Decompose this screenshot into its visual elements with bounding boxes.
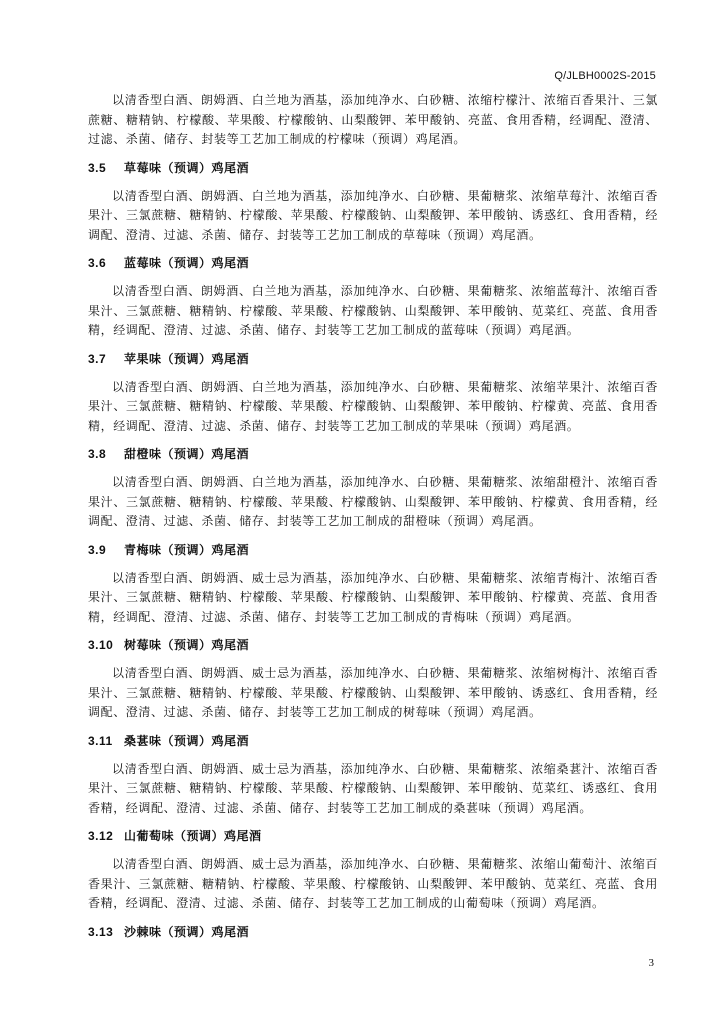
section-number: 3.13 bbox=[88, 924, 114, 939]
section-number: 3.11 bbox=[88, 733, 113, 748]
section-title: 蓝莓味（预调）鸡尾酒 bbox=[124, 256, 250, 270]
section-heading-3-12 bbox=[88, 827, 658, 846]
section-paragraph-3-5: 以清香型白酒、朗姆酒、白兰地为酒基，添加纯净水、白砂糖、果葡糖浆、浓缩草莓汁、浓缩百香果汁、三氯蔗糖、糖精钠、柠檬酸、苹果酸、柠檬酸钠、山梨酸钾、苯甲酸钠、诱惑红、食用香精，经调配、澄清、过滤、杀菌、储存、封装等工艺加工制成的草莓味（预调）鸡尾酒。 bbox=[88, 188, 658, 242]
section-heading-3-13 bbox=[88, 923, 658, 942]
document-body bbox=[88, 91, 658, 951]
intro-paragraph: 以清香型白酒、朗姆酒、白兰地为酒基，添加纯净水、白砂糖、浓缩柠檬汁、浓缩百香果汁、三氯蔗糖、糖精钠、柠檬酸、苹果酸、柠檬酸钠、山梨酸钾、苯甲酸钠、亮蓝、食用香精，经调配、澄清、过滤、杀菌、储存、封装等工艺加工制成的柠檬味（预调）鸡尾酒。 bbox=[88, 93, 658, 146]
section-heading-3-11 bbox=[88, 732, 658, 751]
section-title: 苹果味（预调）鸡尾酒 bbox=[124, 351, 250, 366]
section-heading-3-5 bbox=[88, 159, 658, 178]
section-heading-3-7 bbox=[88, 350, 658, 369]
section-title: 草莓味（预调）鸡尾酒 bbox=[124, 160, 250, 175]
section-paragraph-3-6: 以清香型白酒、朗姆酒、白兰地为酒基，添加纯净水、白砂糖、果葡糖浆、浓缩蓝莓汁、浓缩百香果汁、三氯蔗糖、糖精钠、柠檬酸、苹果酸、柠檬酸钠、山梨酸钾、苯甲酸钠、苋菜红、亮蓝、食用香精，经调配、澄清、过滤、杀菌、储存、封装等工艺加工制成的蓝莓味（预调）鸡尾酒。 bbox=[88, 284, 658, 337]
section-number: 3.9 bbox=[88, 542, 107, 557]
section-number: 3.7 bbox=[88, 351, 107, 366]
section-heading-3-9 bbox=[88, 541, 658, 560]
section-heading-3-8 bbox=[88, 445, 658, 464]
section-number: 3.8 bbox=[88, 447, 107, 461]
section-title: 青梅味（预调）鸡尾酒 bbox=[124, 542, 250, 557]
section-paragraph-3-12: 以清香型白酒、朗姆酒、威士忌为酒基，添加纯净水、白砂糖、果葡糖浆、浓缩山葡萄汁、浓缩百香果汁、三氯蔗糖、糖精钠、柠檬酸、苹果酸、柠檬酸钠、山梨酸钾、苯甲酸钠、苋菜红、亮蓝、食用香精，经调配、澄清、过滤、杀菌、储存、封装等工艺加工制成的山葡萄味（预调）鸡尾酒。 bbox=[88, 857, 658, 910]
section-paragraph-3-7: 以清香型白酒、朗姆酒、白兰地为酒基，添加纯净水、白砂糖、果葡糖浆、浓缩苹果汁、浓缩百香果汁、三氯蔗糖、糖精钠、柠檬酸、苹果酸、柠檬酸钠、山梨酸钾、苯甲酸钠、柠檬黄、亮蓝、食用香精，经调配、澄清、过滤、杀菌、储存、封装等工艺加工制成的苹果味（预调）鸡尾酒。 bbox=[88, 379, 658, 433]
section-heading-3-10 bbox=[88, 636, 658, 655]
section-paragraph-3-11: 以清香型白酒、朗姆酒、威士忌为酒基，添加纯净水、白砂糖、果葡糖浆、浓缩桑葚汁、浓缩百香果汁、三氯蔗糖、糖精钠、柠檬酸、苹果酸、柠檬酸钠、山梨酸钾、苯甲酸钠、苋菜红、诱惑红、食用香精，经调配、澄清、过滤、杀菌、储存、封装等工艺加工制成的桑葚味（预调）鸡尾酒。 bbox=[88, 761, 658, 815]
section-heading-3-6 bbox=[88, 254, 658, 273]
section-paragraph-3-10: 以清香型白酒、朗姆酒、威士忌为酒基，添加纯净水、白砂糖、果葡糖浆、浓缩树梅汁、浓缩百香果汁、三氯蔗糖、糖精钠、柠檬酸、苹果酸、柠檬酸钠、山梨酸钾、苯甲酸钠、诱惑红、食用香精，经调配、澄清、过滤、杀菌、储存、封装等工艺加工制成的树莓味（预调）鸡尾酒。 bbox=[88, 666, 658, 719]
section-title: 山葡萄味（预调）鸡尾酒 bbox=[124, 829, 262, 843]
section-paragraph-3-8: 以清香型白酒、朗姆酒、白兰地为酒基，添加纯净水、白砂糖、果葡糖浆、浓缩甜橙汁、浓缩百香果汁、三氯蔗糖、糖精钠、柠檬酸、苹果酸、柠檬酸钠、山梨酸钾、苯甲酸钠、柠檬黄、食用香精，经调配、澄清、过滤、杀菌、储存、封装等工艺加工制成的甜橙味（预调）鸡尾酒。 bbox=[88, 475, 658, 528]
document-code: Q/JLBH0002S-2015 bbox=[554, 70, 656, 82]
section-number: 3.6 bbox=[88, 256, 107, 270]
section-number: 3.5 bbox=[88, 160, 107, 175]
section-title: 沙棘味（预调）鸡尾酒 bbox=[124, 924, 250, 939]
section-number: 3.10 bbox=[88, 638, 114, 652]
section-paragraph-3-9: 以清香型白酒、朗姆酒、威士忌为酒基，添加纯净水、白砂糖、果葡糖浆、浓缩青梅汁、浓缩百香果汁、三氯蔗糖、糖精钠、柠檬酸、苹果酸、柠檬酸钠、山梨酸钾、苯甲酸钠、柠檬黄、亮蓝、食用香精，经调配、澄清、过滤、杀菌、储存、封装等工艺加工制成的青梅味（预调）鸡尾酒。 bbox=[88, 570, 658, 624]
page-number: 3 bbox=[648, 957, 654, 969]
section-title: 桑葚味（预调）鸡尾酒 bbox=[124, 733, 250, 748]
section-number: 3.12 bbox=[88, 829, 114, 843]
section-title: 树莓味（预调）鸡尾酒 bbox=[124, 638, 250, 652]
section-title: 甜橙味（预调）鸡尾酒 bbox=[124, 447, 250, 461]
